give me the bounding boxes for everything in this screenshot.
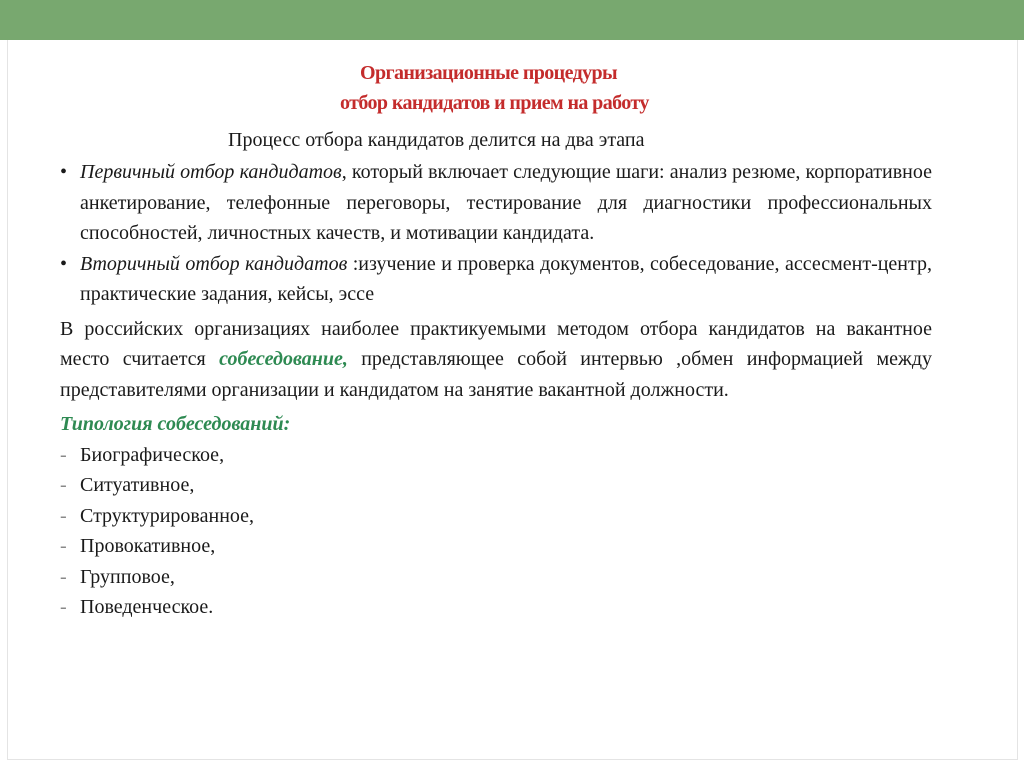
slide-title-line-2: отбор кандидатов и прием на работу	[340, 92, 649, 114]
dash-marker: -	[60, 596, 67, 618]
dash-marker: -	[60, 504, 67, 527]
bullet-text: , который включает следующие шаги: анализ резюме, корпоративное анкетирование, телефонные переговоры, тестирование для диагностики профессиональных способностей, личностных качеств, и мотивации кандидата.	[80, 161, 932, 244]
dash-marker: -	[60, 474, 67, 496]
bullet-text: :изучение и проверка документов, собеседование, ассесмент-центр, практические задания, кейсы, эссе	[80, 252, 932, 305]
bullet-item-primary	[60, 157, 932, 249]
interview-paragraph	[60, 314, 932, 406]
dash-marker: -	[60, 565, 67, 588]
list-item-text: Групповое,	[80, 565, 175, 588]
slide-title	[340, 58, 840, 118]
slide-body	[60, 157, 932, 623]
dash-marker: -	[60, 443, 67, 466]
dash-marker: -	[60, 535, 67, 557]
list-item	[60, 470, 932, 501]
slide-title-line-1: Организационные процедуры	[360, 62, 618, 84]
list-item	[60, 440, 932, 471]
list-item	[60, 562, 932, 593]
bullet-marker: •	[60, 161, 68, 183]
typology-heading: Типология собеседований:	[60, 413, 291, 435]
bullet-marker: •	[60, 252, 68, 275]
list-item-text: Ситуативное,	[80, 474, 195, 496]
bullet-term: Первичный отбор кандидатов	[80, 161, 342, 183]
subtitle: Процесс отбора кандидатов делится на два этапа	[228, 129, 645, 151]
typology-list	[60, 440, 932, 623]
top-accent-bar	[0, 0, 1024, 40]
list-item-text: Биографическое,	[80, 443, 225, 466]
list-item-text: Поведенческое.	[80, 596, 214, 618]
list-item	[60, 501, 932, 532]
paragraph-text-before: В российских организациях наиболее практикуемыми методом отбора кандидатов на вакантное место считается	[60, 317, 932, 370]
list-item-text: Структурированное,	[80, 504, 255, 527]
paragraph-text-after: представляющее собой интервью ,обмен информацией между представителями организации и кандидатом на занятие вакантной должности.	[60, 348, 932, 401]
bullet-term: Вторичный отбор кандидатов	[80, 252, 348, 275]
list-item	[60, 531, 932, 562]
list-item-text: Провокативное,	[80, 535, 216, 557]
bullet-item-secondary	[60, 249, 932, 310]
paragraph-highlight: собеседование,	[219, 348, 348, 370]
list-item	[60, 592, 932, 623]
